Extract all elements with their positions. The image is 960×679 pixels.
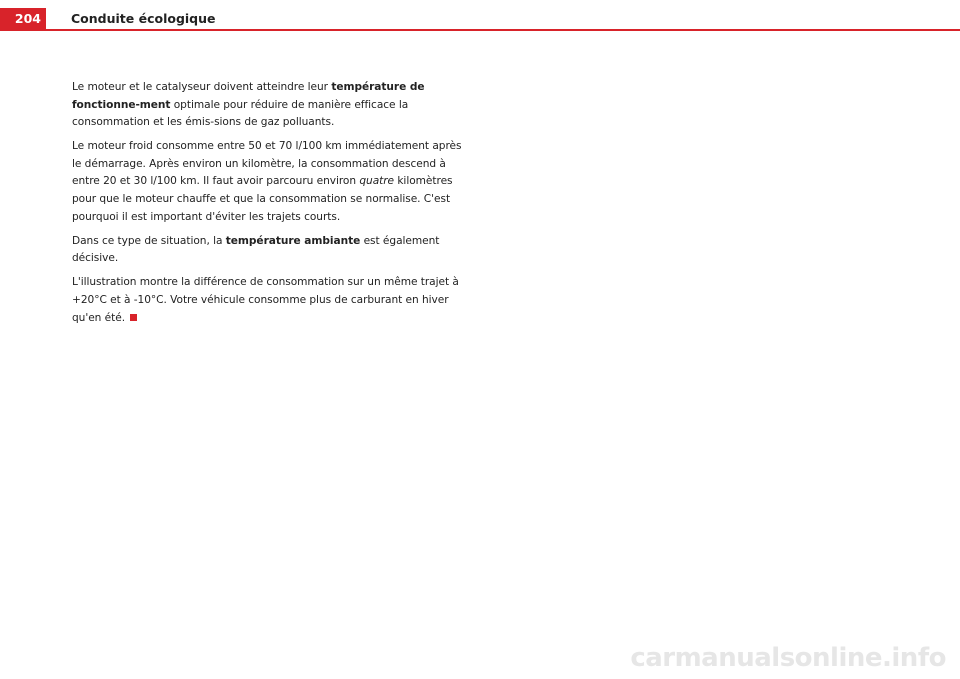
text-span: Le moteur froid consomme entre 50 et 70 l/100 km immédiatement après le démarrage. Après environ un kilomètre, la consommation descend à entre 20 et 30 l/100 km. Il faut avoir parcouru environ (72, 140, 462, 188)
emphasis-operating-temperature: température de fonctionne-ment (72, 81, 425, 111)
emphasis-four: quatre (359, 175, 395, 188)
paragraph-ambient-temperature (72, 233, 472, 268)
page-number: 204 (0, 8, 46, 29)
text-span: Le moteur et le catalyseur doivent atteindre leur (72, 81, 332, 93)
text-span: L'illustration montre la différence de consommation sur un même trajet à +20°C et à -10°C. Votre véhicule consomme plus de carburant en hiver qu'en été. (72, 276, 459, 324)
section-end-marker (130, 314, 137, 321)
paragraph-cold-engine (72, 138, 472, 226)
emphasis-ambient-temperature: température ambiante (225, 234, 361, 247)
text-span: est également décisive. (72, 234, 440, 265)
page-header (0, 0, 960, 30)
header-rule (0, 29, 960, 31)
chapter-title: Conduite écologique (71, 11, 216, 26)
body-text (72, 79, 472, 334)
paragraph-illustration (72, 274, 472, 327)
text-span: kilomètres pour que le moteur chauffe et que la consommation se normalise. C'est pourquoi il est important d'éviter les trajets courts. (72, 175, 453, 223)
text-span: optimale pour réduire de manière efficace la consommation et les émis-sions de gaz polluants. (72, 98, 409, 129)
watermark: carmanualsonline.info (630, 643, 946, 673)
text-span: Dans ce type de situation, la (72, 234, 226, 247)
paragraph-operating-temperature (72, 79, 472, 132)
